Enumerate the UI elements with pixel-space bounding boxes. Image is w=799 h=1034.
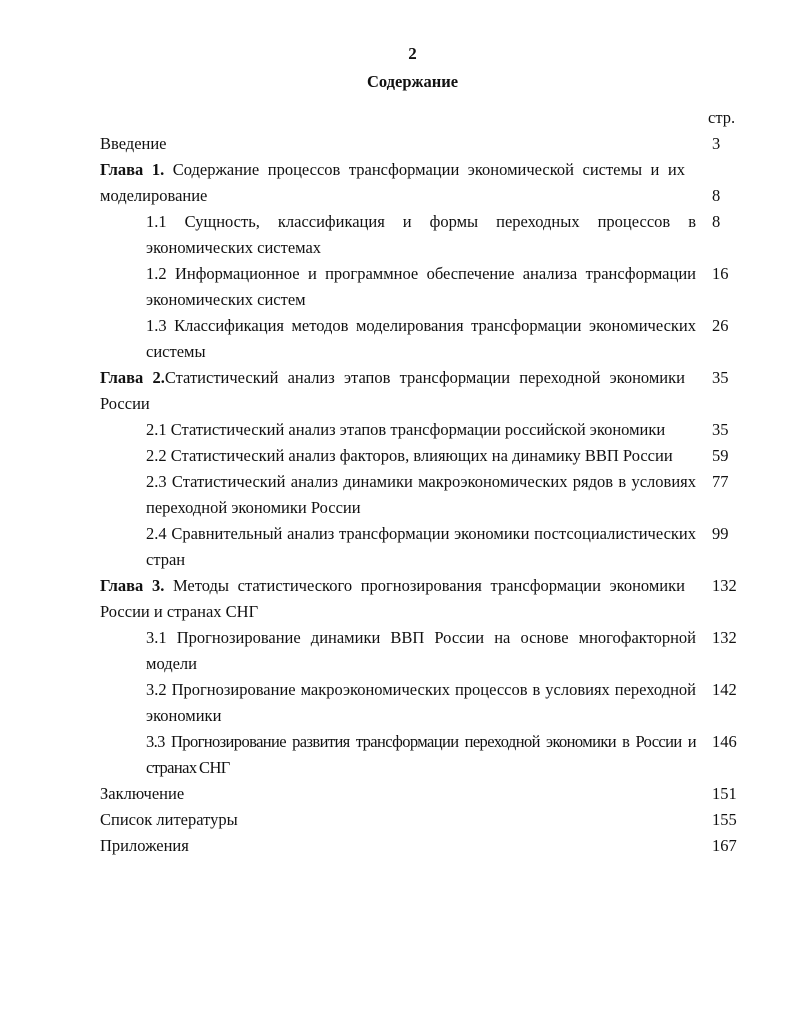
toc-entry-page: 8: [712, 212, 721, 231]
toc-entry-2-2: [0, 443, 799, 469]
pages-column-header: стр.: [708, 108, 736, 127]
toc-entry-text: Заключение: [100, 784, 185, 803]
toc-entry-page: 35: [712, 420, 729, 439]
toc-entry-page: 8: [712, 186, 721, 205]
toc-entry-page: 146: [712, 732, 737, 751]
chapter-label: Глава 1.: [100, 160, 165, 179]
toc-entry-page: 99: [712, 524, 729, 543]
toc-entry-1-3: [0, 313, 799, 365]
toc-entry-2-3: [0, 469, 799, 521]
toc-entry-text: Список литературы: [100, 810, 238, 829]
toc-entry-chapter-3: [0, 573, 799, 625]
toc-entry-text: 2.2 Статистический анализ факторов, влияющих на динамику ВВП России: [146, 446, 673, 465]
toc-entry-text: 3.2 Прогнозирование макроэкономических процессов в условиях переходной экономики: [146, 680, 696, 725]
toc-entry-2-4: [0, 521, 799, 573]
toc-entry-text: 3.3 Прогнозирование развития трансформации переходной экономики в России и странах СНГ: [146, 732, 696, 777]
toc-entry-chapter-1: [0, 157, 799, 209]
toc-entry-page: 132: [712, 576, 737, 595]
toc-entry-page: 167: [712, 836, 737, 855]
toc-entry-text: Статистический анализ этапов трансформации переходной экономики России: [100, 368, 685, 413]
toc-entry-1-2: [0, 261, 799, 313]
toc-entry-page: 35: [712, 368, 729, 387]
chapter-label: Глава 3.: [100, 576, 165, 595]
toc-entry-text: 2.3 Статистический анализ динамики макроэкономических рядов в условиях переходной экономики России: [146, 472, 696, 517]
toc-entry-page: 132: [712, 628, 737, 647]
page-number: 2: [408, 44, 417, 63]
toc-entry-text: 3.1 Прогнозирование динамики ВВП России на основе многофакторной модели: [146, 628, 696, 673]
toc-entry-page: 26: [712, 316, 729, 335]
toc-entry-text: 1.2 Информационное и программное обеспечение анализа трансформации экономических систем: [146, 264, 696, 309]
toc-entry-3-1: [0, 625, 799, 677]
toc-entry-text: Содержание процессов трансформации экономической системы и их моделирование: [100, 160, 685, 205]
toc-entry-conclusion: [0, 781, 799, 807]
toc-entry-page: 3: [712, 134, 721, 153]
page-title: Содержание: [366, 72, 459, 91]
toc-entry-introduction: [0, 131, 799, 157]
toc-entry-chapter-2: [0, 365, 799, 417]
toc-entry-page: 142: [712, 680, 737, 699]
toc-entry-2-1: [0, 417, 799, 443]
toc-entry-references: [0, 807, 799, 833]
toc-entry-page: 155: [712, 810, 737, 829]
toc-entry-appendices: [0, 833, 799, 859]
toc-entry-text: Приложения: [100, 836, 189, 855]
toc-entry-1-1: [0, 209, 799, 261]
toc-entry-text: 2.1 Статистический анализ этапов трансформации российской экономики: [146, 420, 666, 439]
toc-entry-text: 2.4 Сравнительный анализ трансформации экономики постсоциалистических стран: [146, 524, 696, 569]
toc-entry-3-3: [0, 729, 799, 781]
toc-entry-page: 77: [712, 472, 729, 491]
toc-entry-page: 151: [712, 784, 737, 803]
toc-entry-text: Введение: [100, 134, 167, 153]
toc-entry-text: 1.3 Классификация методов моделирования трансформации экономических системы: [146, 316, 696, 361]
toc-entry-page: 16: [712, 264, 729, 283]
toc-entry-page: 59: [712, 446, 729, 465]
table-of-contents: [0, 131, 799, 859]
toc-entry-text: Методы статистического прогнозирования трансформации экономики России и странах СНГ: [100, 576, 685, 621]
chapter-label: Глава 2.: [100, 368, 165, 387]
toc-entry-text: 1.1 Сущность, классификация и формы переходных процессов в экономических системах: [146, 212, 696, 257]
toc-entry-3-2: [0, 677, 799, 729]
